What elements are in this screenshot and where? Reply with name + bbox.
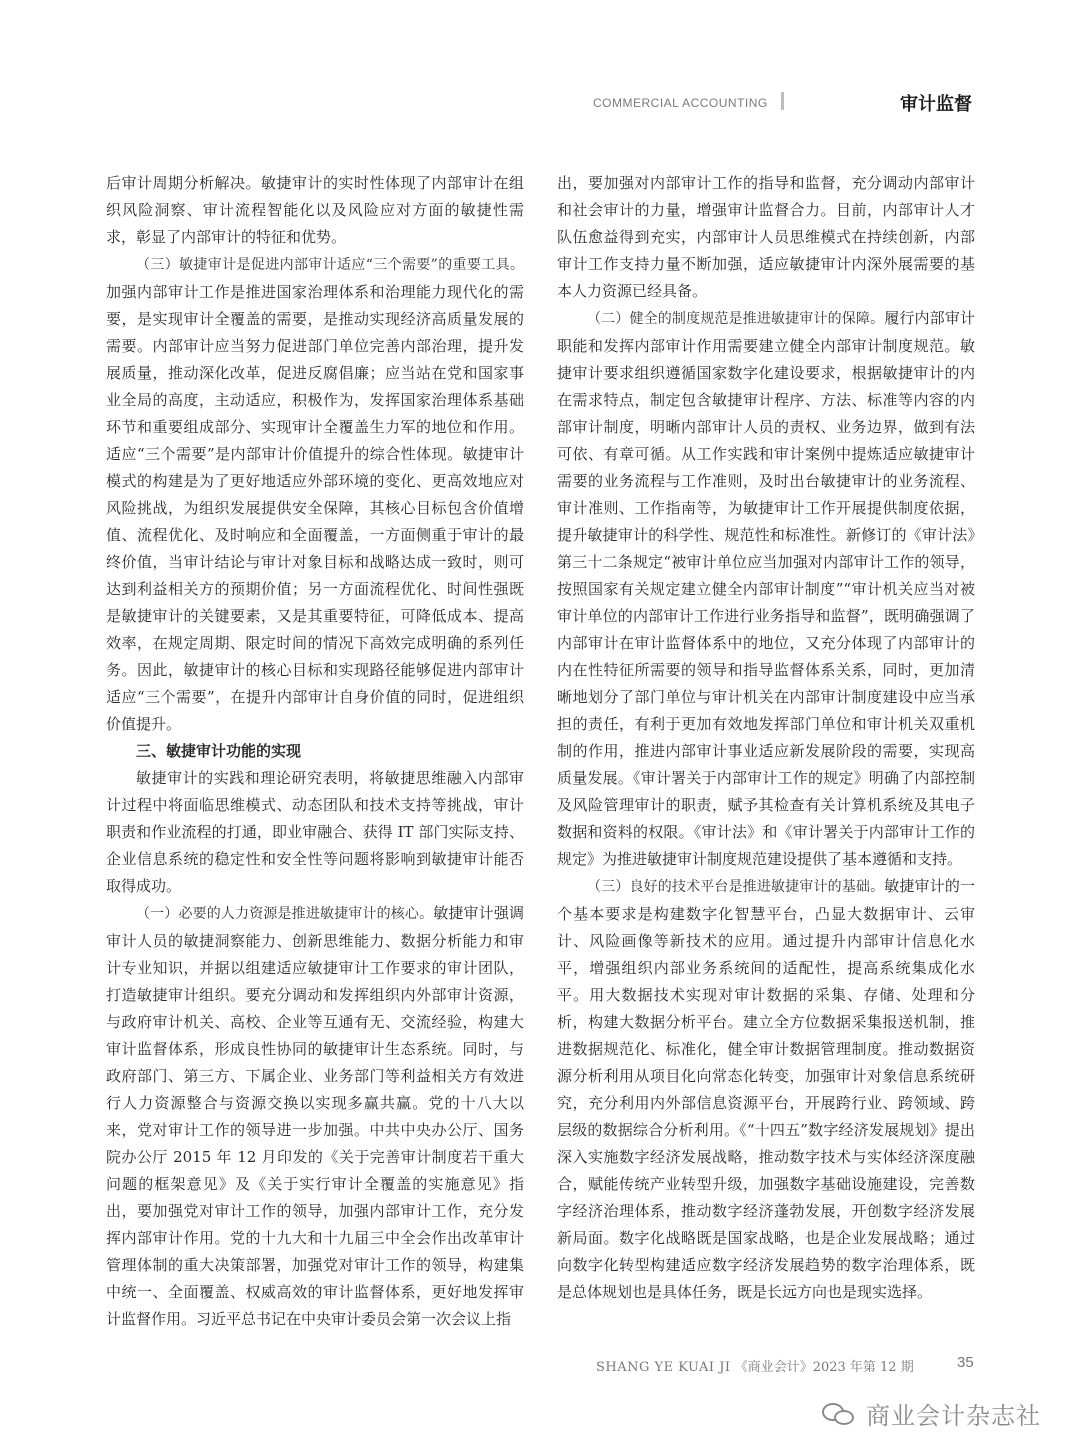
paragraph-body: 敏捷审计的一个基本要求是构建数字化智慧平台，凸显大数据审计、云审计、风险画像等新技术的应用。通过提升内部审计信息化水平，增强组织内部业务系统间的适配性，提高系统集成化水平。用大数据技术实现对审计数据的采集、存储、处理和分析，构建大数据分析平台。建立全方位数据采集报送机制，推进数据规范化、标准化，健全审计数据管理制度。推动数据资源分析利用从项目化向常态化转变，加强审计对象信息系统研究，充分利用内外部信息资源平台，开展跨行业、跨领域、跨层级的数据综合分析利用。《“十四五”数字经济发展规划》提出深入实施数字经济发展战略，推动数字技术与实体经济深度融合，赋能传统产业转型升级，加强数字基础设施建设，完善数字经济治理体系，推动数字经济蓬勃发展，开创数字经济发展新局面。数字化战略既是国家战略，也是企业发展战略；通过向数字化转型构建适应数字经济发展趋势的数字治理体系，既是总体规划也是具体任务，既是长远方向也是现实选择。 <box>557 877 975 1301</box>
footer-pinyin: SHANG YE KUAI JI <box>596 1360 731 1375</box>
wechat-icon <box>822 1401 856 1427</box>
paragraph: 后审计周期分析解决。敏捷审计的实时性体现了内部审计在组织风险洞察、审计流程智能化以及风险应对方面的敏捷性需求，彰显了内部审计的特征和优势。 <box>106 174 524 246</box>
paragraph <box>557 873 975 1306</box>
paragraph <box>106 900 524 1333</box>
watermark-text: 商业会计杂志社 <box>866 1402 1041 1430</box>
section-title: 审计监督 <box>900 94 972 115</box>
section-heading: 三、敏捷审计功能的实现 <box>136 742 302 760</box>
paragraph-body: 加强内部审计工作是推进国家治理体系和治理能力现代化的需要，是实现审计全覆盖的需要，是推动实现经济高质量发展的需要。内部审计应当努力促进部门单位完善内部治理，提升发展质量，推动深化改革，促进反腐倡廉；应当站在党和国家事业全局的高度，主动适应，积极作为，发挥国家治理体系基础环节和重要组成部分、实现审计全覆盖生力军的地位和作用。适应“三个需要”是内部审计价值提升的综合性体现。敏捷审计模式的构建是为了更好地适应外部环境的变化、更高效地应对风险挑战，为组织发展提供安全保障，其核心目标包含价值增值、流程优化、及时响应和全面覆盖，一方面侧重于审计的最终价值，当审计结论与审计对象目标和战略达成一致时，则可达到利益相关方的预期价值；另一方面流程优化、时间性强既是敏捷审计的关键要素，又是其重要特征，可降低成本、提高效率，在规定周期、限定时间的情况下高效完成明确的系列任务。因此，敏捷审计的核心目标和实现路径能够促进内部审计适应“三个需要”，在提升内部审计自身价值的同时，促进组织价值提升。 <box>106 283 524 733</box>
footer-journal <box>596 1356 914 1375</box>
paragraph: 出，要加强对内部审计工作的指导和监督，充分调动内部审计和社会审计的力量，增强审计监督合力。目前，内部审计人才队伍愈益得到充实，内部审计人员思维模式在持续创新，内部审计工作支持力量不断加强，适应敏捷审计内深外展需要的基本人力资源已经具备。 <box>557 174 975 300</box>
right-column <box>557 170 975 1306</box>
paragraph <box>557 305 975 873</box>
paragraph-body: 履行内部审计职能和发挥内部审计作用需要建立健全内部审计制度规范。敏捷审计要求组织遵循国家数字化建设要求，根据敏捷审计的内在需求特点，制定包含敏捷审计程序、方法、标准等内容的内部审计制度，明晰内部审计人员的责权、业务边界，做到有法可依、有章可循。从工作实践和审计案例中提炼适应敏捷审计需要的业务流程与工作准则，及时出台敏捷审计的业务流程、审计准则、工作指南等，为敏捷审计工作开展提供制度依据，提升敏捷审计的科学性、规范性和标准性。新修订的《审计法》第三十二条规定“被审计单位应当加强对内部审计工作的领导，按照国家有关规定建立健全内部审计制度”“审计机关应当对被审计单位的内部审计工作进行业务指导和监督”，既明确强调了内部审计在审计监督体系中的地位，又充分体现了内部审计的内在性特征所需要的领导和指导监督体系关系，同时，更加清晰地划分了部门单位与审计机关在内部审计制度建设中应当承担的责任，有利于更加有效地发挥部门单位和审计机关双重机制的作用，推进内部审计事业适应新发展阶段的需要，实现高质量发展。《审计署关于内部审计工作的规定》明确了内部控制及风险管理审计的职责，赋予其检查有关计算机系统及其电子数据和资料的权限。《审计法》和《审计署关于内部审计工作的规定》为推进敏捷审计制度规范建设提供了基本遵循和支持。 <box>557 309 975 868</box>
paragraph <box>106 251 524 738</box>
paragraph-body: 敏捷审计强调审计人员的敏捷洞察能力、创新思维能力、数据分析能力和审计专业知识，并据以组建适应敏捷审计工作要求的审计团队，打造敏捷审计组织。要充分调动和发挥组织内外部审计资源，与政府审计机关、高校、企业等互通有无、交流经验，构建大审计监督体系，形成良性协同的敏捷审计生态系统。同时，与政府部门、第三方、下属企业、业务部门等利益相关方有效进行人力资源整合与资源交换以实现多赢共赢。党的十八大以来，党对审计工作的领导进一步加强。中共中央办公厅、国务院办公厅 2015 年 12 月印发的《关于完善审计制度若干重大问题的框架意见》及《关于实行审计全覆盖的实施意见》指出，要加强党对审计工作的领导，加强内部审计工作，充分发挥内部审计作用。党的十九大和十九届三中全会作出改革审计管理体制的重大决策部署，加强党对审计工作的领导，构建集中统一、全面覆盖、权威高效的审计监督体系，更好地发挥审计监督作用。习近平总书记在中央审计委员会第一次会议上指 <box>106 904 524 1328</box>
paragraph: 敏捷审计的实践和理论研究表明，将敏捷思维融入内部审计过程中将面临思维模式、动态团队和技术支持等挑战，审计职责和作业流程的打通，即业审融合、获得 IT 部门实际支持、企业信息系统的稳定性和安全性等问题将影响到敏捷审计能否取得成功。 <box>106 769 524 895</box>
footer-issue: 《商业会计》2023 年第 12 期 <box>734 1360 914 1375</box>
subheading: （三）良好的技术平台是推进敏捷审计的基础。 <box>587 879 885 895</box>
header-divider <box>781 92 784 110</box>
subheading: （三）敏捷审计是促进内部审计适应“三个需要”的重要工具。 <box>136 257 524 273</box>
left-column <box>106 170 524 1333</box>
journal-name-en: COMMERCIAL ACCOUNTING <box>593 96 768 110</box>
subheading: （二）健全的制度规范是推进敏捷审计的保障。 <box>587 311 885 327</box>
watermark <box>822 1396 1041 1431</box>
subheading: （一）必要的人力资源是推进敏捷审计的核心。 <box>136 906 434 922</box>
page-number: 35 <box>957 1354 974 1371</box>
